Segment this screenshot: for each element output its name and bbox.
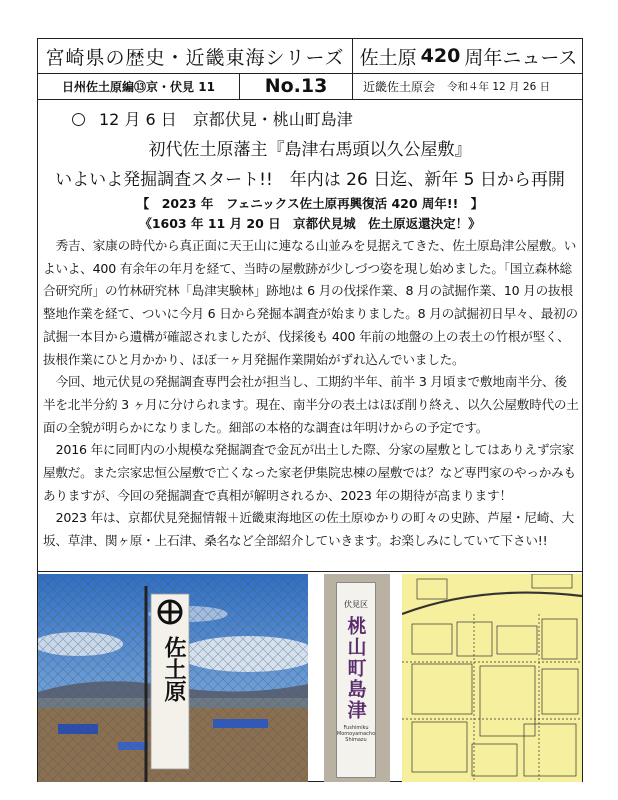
sign-roman: Fushimiku Momoyamacho Shimazu xyxy=(336,725,376,743)
excavation-site-photo xyxy=(38,574,308,782)
issue-number: No.13 xyxy=(240,73,353,99)
headline-note-return: 《1603 年 11 月 20 日 京都伏見城 佐土原返還決定！》 xyxy=(139,216,481,231)
news-title-number: 420 xyxy=(420,45,461,67)
paragraph-1: 秀吉、家康の時代から真正面に天王山に連なる山並みを見据えてきた、佐土原島津公屋敷。いよいよ、400 有余年の年月を経て、当時の屋敷跡が少しづつ姿を現し始めました。「国立森林総合研究所」の竹林研究林「島津実験林」跡地は 6 月の伐採作業、8 月の試掘作業、10 月の抜根整地作業を経て、ついに今月 6 日から発掘本調査が始まりました。8 月の試掘初日早々、最初の試掘一本目から遺構が確認されましたが、伐採後も 400 年前の地盤の上の表土の竹根が堅く、抜根作業にひと月かかり、ほぼ一ヶ月発掘作業開始がずれ込んでいました。 xyxy=(43,238,578,367)
publish-date: 令和４年 12 月 26 日 xyxy=(447,80,551,93)
publisher: 近畿佐土原会 xyxy=(363,79,436,94)
header-row-2 xyxy=(38,73,582,100)
banner-text: 佐土原 xyxy=(161,636,186,702)
paragraph-3: 2016 年に同町内の小規模な発掘調査で金瓦が出土した際、分家の屋敷としてはありえず宗家屋敷だ。また宗家忠恒公屋敷で亡くなった家老伊集院忠棟の屋敷では？など専門家のやっかみもありますが、今回の発掘調査で真相が解明されるか、2023 年の期待が高まります！ xyxy=(43,442,576,503)
photo-row xyxy=(38,571,582,784)
headline-date-place xyxy=(72,107,353,130)
site-map-drawing xyxy=(402,574,582,782)
circle-bullet-icon xyxy=(72,113,85,126)
article-body xyxy=(43,235,579,553)
street-sign xyxy=(336,582,376,778)
headline-note-anniversary: 【 2023 年 フェニックス佐土原再興復活 420 周年!! 】 xyxy=(136,196,484,211)
paragraph-4: 2023 年は、京都伏見発掘情報＋近畿東海地区の佐土原ゆかりの町々の史跡、芦屋・尼崎、大坂、草津、関ヶ原・上石津、桑名など全部紹介していきます。お楽しみにしていて下さい!! xyxy=(43,510,575,549)
newsletter-frame xyxy=(37,38,583,782)
headline-title: 初代佐土原藩主『島津右馬頭以久公屋敷』 xyxy=(148,140,472,160)
sign-ward: 伏見区 xyxy=(344,600,368,609)
paragraph-2: 今回、地元伏見の発掘調査専門会社が担当し、工期約半年、前半 3 月頃まで敷地南半分、後半を北半分約 3 ヶ月に分けられます。現在、南半分の表土はほぼ削り終え、以久公屋敷時代の土面の全貌が明らかになりました。細部の本格的な調査は年明けからの予定です。 xyxy=(43,374,579,435)
header-row-1 xyxy=(38,39,582,74)
site-map-image xyxy=(402,574,582,782)
series-title: 宮崎県の歴史・近畿東海シリーズ xyxy=(38,39,353,73)
sign-name: 桃山町島津 xyxy=(344,616,367,721)
street-sign-photo xyxy=(324,574,390,782)
news-title-suffix: 周年ニュース xyxy=(464,46,578,69)
headline-start: いよいよ発掘調査スタート!! 年内は 26 日迄、新年 5 日から再開 xyxy=(55,170,565,190)
publisher-info xyxy=(353,73,584,99)
headline-date-text: 12 月 6 日 京都伏見・桃山町島津 xyxy=(99,110,353,129)
news-title-prefix: 佐土原 xyxy=(359,46,417,69)
news-title xyxy=(353,39,584,73)
sub-series: 日州佐土原編⑬京・伏見 11 xyxy=(38,73,240,99)
